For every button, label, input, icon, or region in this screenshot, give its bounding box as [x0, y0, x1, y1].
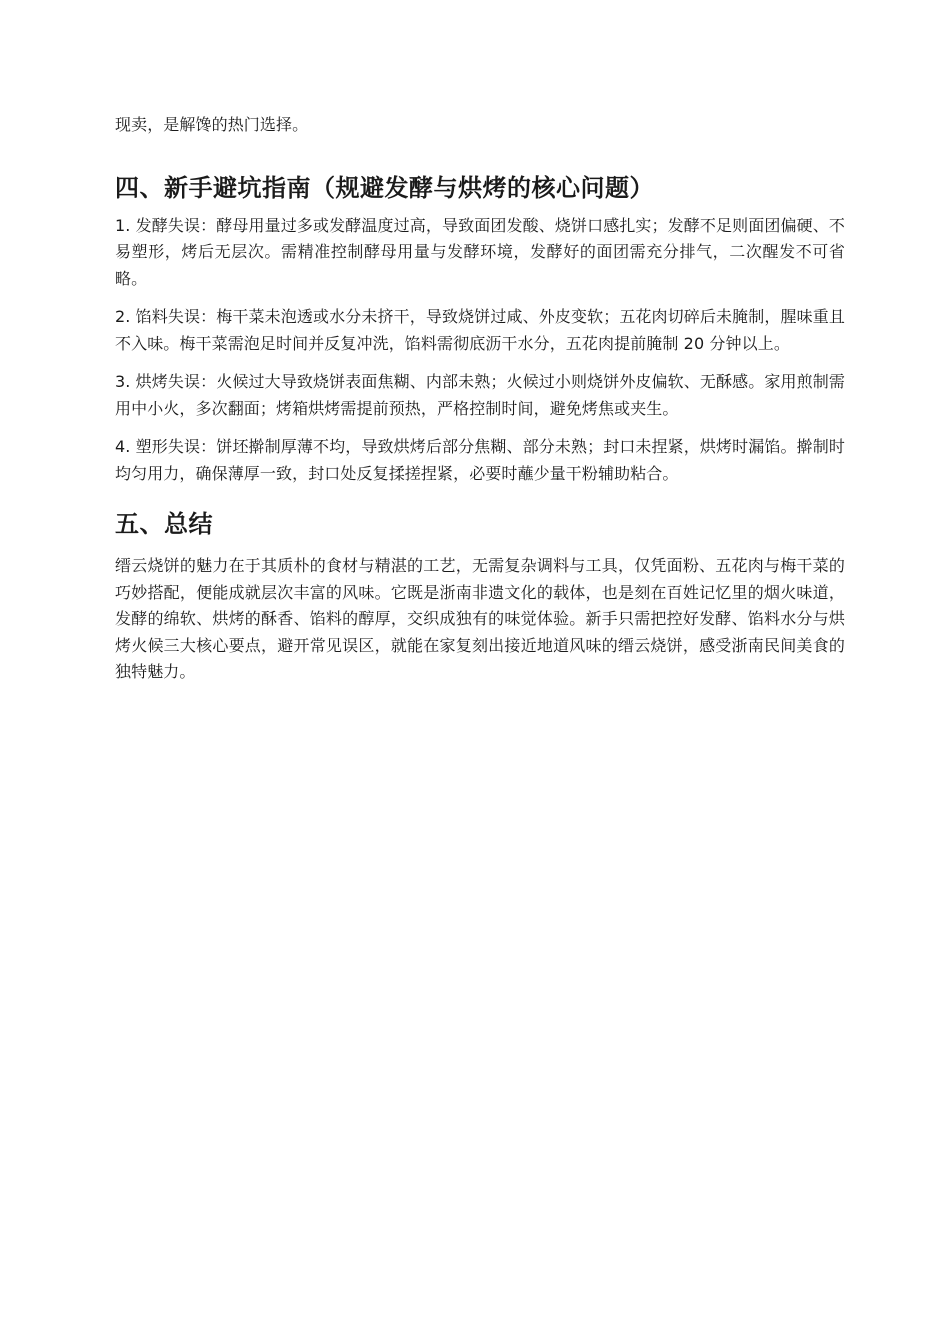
list-item: 1. 发酵失误：酵母用量过多或发酵温度过高，导致面团发酸、烧饼口感扎实；发酵不足则面团偏硬、不易塑形，烤后无层次。需精准控制酵母用量与发酵环境，发酵好的面团需充分排气，二次醒发不可省略。	[115, 215, 845, 288]
summary-paragraph: 缙云烧饼的魅力在于其质朴的食材与精湛的工艺，无需复杂调料与工具，仅凭面粉、五花肉与梅干菜的巧妙搭配，便能成就层次丰富的风味。它既是浙南非遗文化的载体，也是刻在百姓记忆里的烟火味道，发酵的绵软、烘烤的酥香、馅料的醇厚，交织成独有的味觉体验。新手只需把控好发酵、馅料水分与烘烤火候三大核心要点，避开常见误区，就能在家复刻出接近地道风味的缙云烧饼，感受浙南民间美食的独特魅力。	[115, 556, 845, 681]
intro-paragraph-tail: 现卖，是解馋的热门选择。	[115, 115, 309, 134]
section-5-heading: 五、总结	[115, 510, 213, 538]
list-item: 4. 塑形失误：饼坯擀制厚薄不均，导致烘烤后部分焦糊、部分未熟；封口未捏紧，烘烤时漏馅。擀制时均匀用力，确保薄厚一致，封口处反复揉搓捏紧，必要时蘸少量干粉辅助粘合。	[115, 437, 845, 483]
section-4-heading: 四、新手避坑指南（规避发酵与烘烤的核心问题）	[115, 173, 654, 202]
section-4-list	[115, 213, 845, 488]
list-item: 3. 烘烤失误：火候过大导致烧饼表面焦糊、内部未熟；火候过小则烧饼外皮偏软、无酥感。家用煎制需用中小火，多次翻面；烤箱烘烤需提前预热，严格控制时间，避免烤焦或夹生。	[115, 372, 845, 418]
list-item: 2. 馅料失误：梅干菜未泡透或水分未挤干，导致烧饼过咸、外皮变软；五花肉切碎后未腌制，腥味重且不入味。梅干菜需泡足时间并反复冲洗，馅料需彻底沥干水分，五花肉提前腌制 20 分钟以上。	[115, 307, 845, 353]
document-page	[115, 112, 845, 686]
